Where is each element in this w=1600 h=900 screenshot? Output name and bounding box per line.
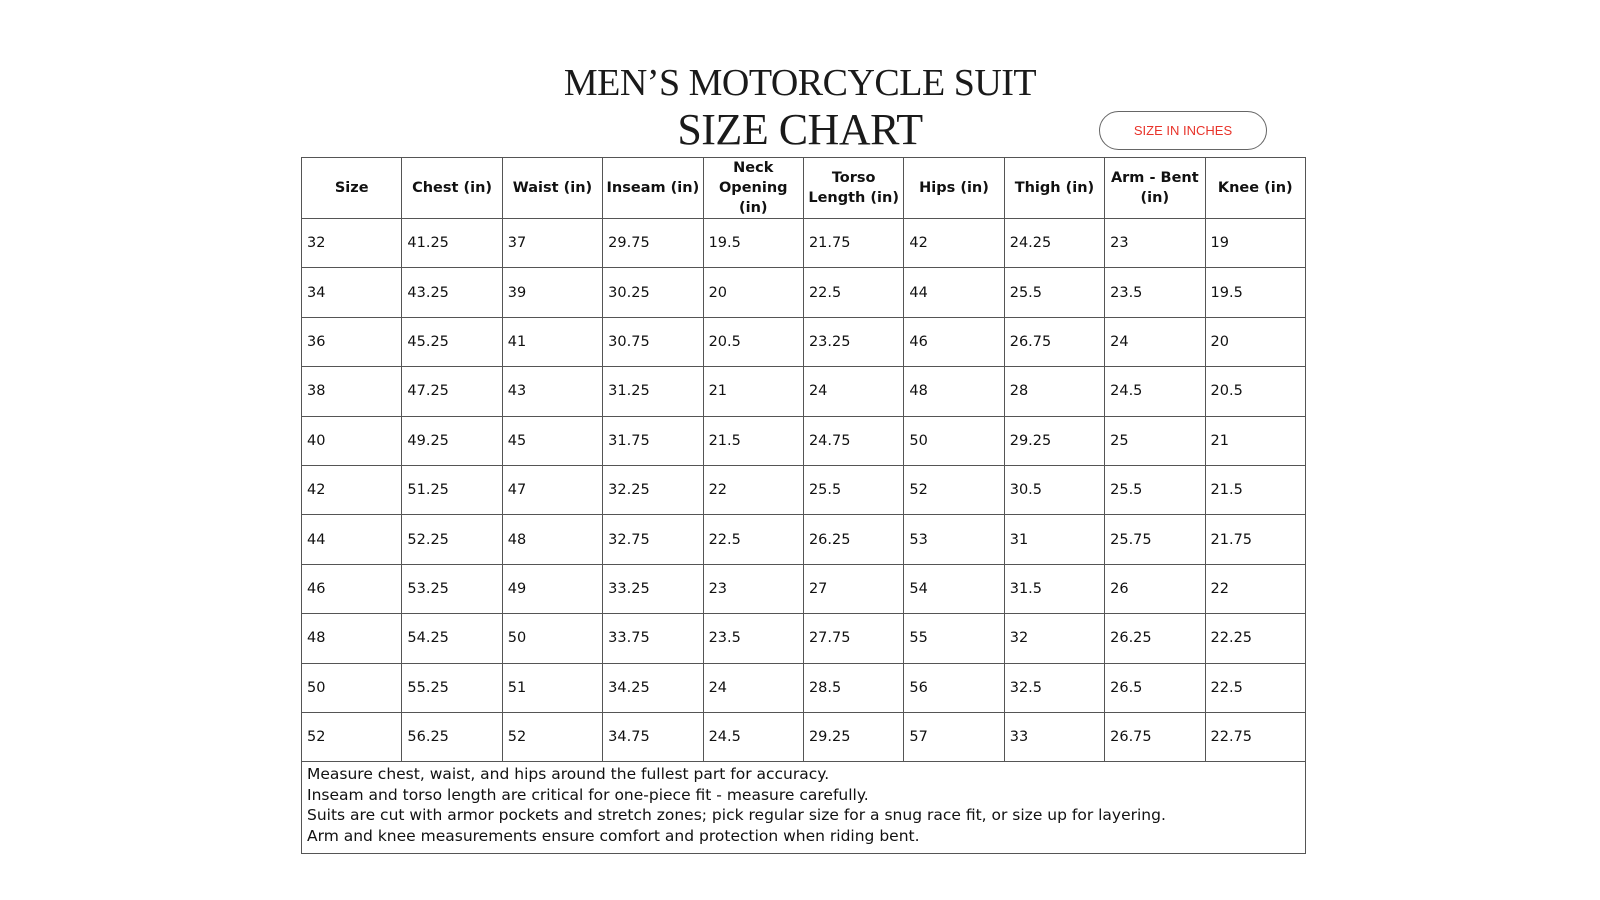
measurement-cell: 26.75 [1004,317,1104,366]
measurement-cell: 51 [502,663,602,712]
measurement-cell: 33.75 [603,614,703,663]
measurement-cell: 31.5 [1004,564,1104,613]
table-row [302,317,1306,366]
measurement-cell: 25.75 [1105,515,1205,564]
measurement-cell: 26.25 [1105,614,1205,663]
measurement-cell: 21 [703,367,803,416]
measurement-cell: 47.25 [402,367,502,416]
measurement-cell: 28.5 [803,663,903,712]
header-row [302,158,1306,219]
size-cell: 36 [302,317,402,366]
column-header: Torso Length (in) [803,158,903,219]
measurement-cell: 32.5 [1004,663,1104,712]
page-title-line-1: MEN’S MOTORCYCLE SUIT [563,62,1037,104]
measurement-cell: 41.25 [402,219,502,268]
measurement-cell: 24.5 [703,712,803,761]
column-header: Thigh (in) [1004,158,1104,219]
measurement-cell: 23.5 [1105,268,1205,317]
measurement-cell: 29.25 [803,712,903,761]
size-cell: 48 [302,614,402,663]
table-row [302,219,1306,268]
measurement-cell: 52 [904,465,1004,514]
measurement-cell: 21.75 [803,219,903,268]
measurement-cell: 22.5 [1205,663,1305,712]
measurement-cell: 26.25 [803,515,903,564]
measurement-cell: 49 [502,564,602,613]
measurement-cell: 43.25 [402,268,502,317]
table-row [302,564,1306,613]
measurement-cell: 39 [502,268,602,317]
notes-row [302,762,1306,854]
measurement-cell: 43 [502,367,602,416]
size-chart-table [301,157,1306,854]
measurement-cell: 49.25 [402,416,502,465]
measurement-cell: 31.25 [603,367,703,416]
column-header: Hips (in) [904,158,1004,219]
measurement-cell: 53.25 [402,564,502,613]
measurement-cell: 30.75 [603,317,703,366]
note-line: Measure chest, waist, and hips around the fullest part for accuracy. [307,765,830,784]
measurement-cell: 22.5 [803,268,903,317]
table-row [302,465,1306,514]
measurement-cell: 29.75 [603,219,703,268]
measurement-cell: 21 [1205,416,1305,465]
table-row [302,712,1306,761]
measurement-cell: 26.75 [1105,712,1205,761]
measurement-cell: 27 [803,564,903,613]
measurement-cell: 25.5 [1004,268,1104,317]
measurement-cell: 33 [1004,712,1104,761]
measurement-cell: 52 [502,712,602,761]
note-line: Inseam and torso length are critical for one-piece fit - measure carefully. [307,785,869,804]
measurement-cell: 23.25 [803,317,903,366]
measurement-cell: 55.25 [402,663,502,712]
measurement-cell: 25 [1105,416,1205,465]
column-header: Inseam (in) [603,158,703,219]
measurement-cell: 20 [703,268,803,317]
measurement-cell: 24 [803,367,903,416]
measurement-cell: 47 [502,465,602,514]
measurement-cell: 24.75 [803,416,903,465]
measurement-cell: 23 [703,564,803,613]
measurement-cell: 50 [502,614,602,663]
measurement-cell: 21.5 [1205,465,1305,514]
table-row [302,515,1306,564]
measurement-cell: 31.75 [603,416,703,465]
measurement-cell: 22.5 [703,515,803,564]
size-cell: 50 [302,663,402,712]
measurement-cell: 50 [904,416,1004,465]
size-cell: 38 [302,367,402,416]
measurement-cell: 24.5 [1105,367,1205,416]
measurement-cell: 53 [904,515,1004,564]
measurement-cell: 19 [1205,219,1305,268]
size-cell: 46 [302,564,402,613]
measurement-cell: 32.25 [603,465,703,514]
measurement-cell: 24 [703,663,803,712]
measurement-cell: 22 [703,465,803,514]
measurement-cell: 29.25 [1004,416,1104,465]
size-cell: 42 [302,465,402,514]
measurement-cell: 21.5 [703,416,803,465]
table-row [302,663,1306,712]
table-body [302,219,1306,854]
size-cell: 52 [302,712,402,761]
measurement-cell: 56 [904,663,1004,712]
column-header: Knee (in) [1205,158,1305,219]
measurement-cell: 26.5 [1105,663,1205,712]
column-header: Size [302,158,402,219]
measurement-cell: 45.25 [402,317,502,366]
measurement-cell: 42 [904,219,1004,268]
measurement-cell: 30.25 [603,268,703,317]
measurement-cell: 34.75 [603,712,703,761]
measurement-cell: 26 [1105,564,1205,613]
measurement-cell: 24.25 [1004,219,1104,268]
measurement-cell: 46 [904,317,1004,366]
column-header: Neck Opening (in) [703,158,803,219]
page-title-line-2: SIZE CHART [677,105,923,154]
column-header: Waist (in) [502,158,602,219]
table-row [302,367,1306,416]
measurement-cell: 32.75 [603,515,703,564]
measurement-cell: 27.75 [803,614,903,663]
table-row [302,614,1306,663]
measurement-cell: 28 [1004,367,1104,416]
measurement-cell: 20.5 [703,317,803,366]
table-row [302,416,1306,465]
measurement-cell: 45 [502,416,602,465]
notes-cell [302,762,1306,854]
measurement-cell: 32 [1004,614,1104,663]
measurement-cell: 55 [904,614,1004,663]
size-cell: 44 [302,515,402,564]
size-cell: 40 [302,416,402,465]
note-line: Arm and knee measurements ensure comfort and protection when riding bent. [307,826,920,845]
measurement-cell: 44 [904,268,1004,317]
measurement-cell: 20.5 [1205,367,1305,416]
measurement-cell: 24 [1105,317,1205,366]
measurement-cell: 48 [502,515,602,564]
measurement-cell: 56.25 [402,712,502,761]
note-line: Suits are cut with armor pockets and stretch zones; pick regular size for a snug race fit, or size up for layering. [307,806,1166,825]
column-header: Chest (in) [402,158,502,219]
measurement-cell: 37 [502,219,602,268]
measurement-cell: 19.5 [703,219,803,268]
measurement-cell: 20 [1205,317,1305,366]
measurement-cell: 25.5 [803,465,903,514]
measurement-cell: 52.25 [402,515,502,564]
measurement-cell: 19.5 [1205,268,1305,317]
measurement-cell: 57 [904,712,1004,761]
measurement-cell: 54 [904,564,1004,613]
measurement-cell: 41 [502,317,602,366]
measurement-cell: 22.75 [1205,712,1305,761]
size-cell: 34 [302,268,402,317]
measurement-cell: 30.5 [1004,465,1104,514]
measurement-cell: 54.25 [402,614,502,663]
measurement-cell: 31 [1004,515,1104,564]
measurement-cell: 34.25 [603,663,703,712]
measurement-cell: 25.5 [1105,465,1205,514]
column-header: Arm - Bent (in) [1105,158,1205,219]
measurement-cell: 51.25 [402,465,502,514]
measurement-cell: 22 [1205,564,1305,613]
measurement-cell: 23 [1105,219,1205,268]
size-unit-badge: SIZE IN INCHES [1099,111,1267,150]
measurement-cell: 33.25 [603,564,703,613]
measurement-cell: 23.5 [703,614,803,663]
table-row [302,268,1306,317]
measurement-cell: 48 [904,367,1004,416]
size-cell: 32 [302,219,402,268]
measurement-cell: 22.25 [1205,614,1305,663]
measurement-cell: 21.75 [1205,515,1305,564]
